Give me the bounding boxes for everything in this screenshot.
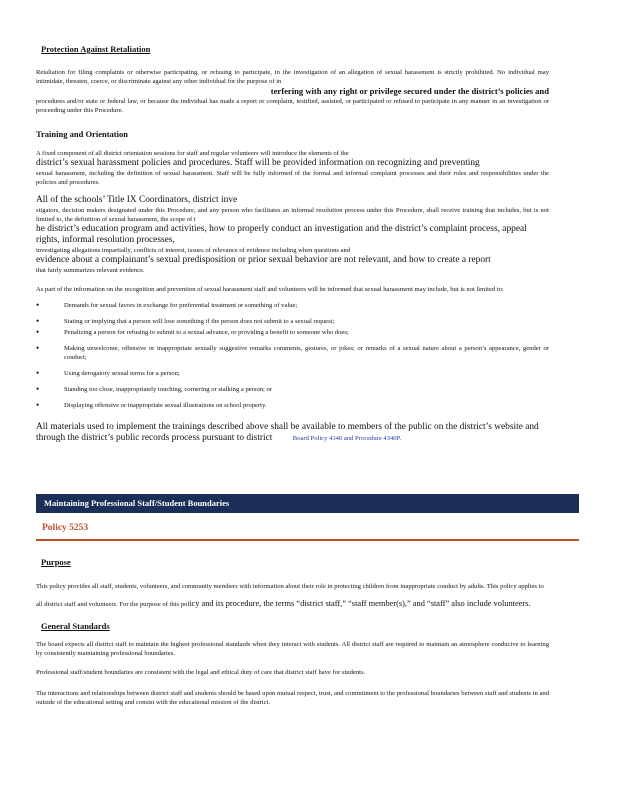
policy-number: Policy 5253 bbox=[42, 523, 89, 533]
training-p1-text-1: A fixed component of all district orientation sessions for staff and regular volunteers will introduce the elements of the bbox=[36, 150, 349, 157]
training-p2-text-2: stigators, decision makers designated under this Procedure, and any person who facilitates an informal resolution process under this Procedure, shall receive training that includes, but is not limited to, the definition of sexual harassment, the scope of t bbox=[36, 207, 549, 223]
accent-divider bbox=[36, 539, 579, 541]
retaliation-heading: Protection Against Retaliation bbox=[41, 44, 151, 54]
training-closing bbox=[36, 422, 549, 444]
document-upper bbox=[36, 44, 549, 444]
purpose-text-2: icy and its procedure, the terms “district staff,” “staff member(s),” and “staff” also include volunteers. bbox=[189, 599, 531, 608]
general-standards-p3: The interactions and relationships between district staff and students should be based upon mutual respect, trust, and commitment to the professional boundaries between staff and students in and outside of the educational setting and consist with the educational mission of the district. bbox=[36, 690, 549, 706]
training-p1-text-3: sexual harassment, including the definition of sexual harassment. Staff will be fully informed of the formal and informal complaint processes and their roles and responsibilities under the policies and procedures. bbox=[36, 170, 549, 186]
general-standards-heading: General Standards bbox=[41, 621, 110, 631]
training-p2-text-6: that fairly summarizes relevant evidence. bbox=[36, 267, 145, 274]
training-p2-text-4: investigating allegations impartially, conflicts of interest, issues of relevance of evidence including when questions and bbox=[36, 247, 351, 254]
training-p2-text-3: he district’s education program and activities, how to properly conduct an investigation and the district’s complaint process, appeal rights, informal resolution processes, bbox=[36, 224, 527, 245]
purpose-text-1: This policy provides all staff, students, volunteers, and community members with information about their role in protecting children from inappropriate conduct by adults. This policy applies to all district staff and volunteers. For the purpose of this pol bbox=[36, 583, 544, 608]
list-item: • Making unwelcome, offensive or inappropriate sexually suggestive remarks comments, gestures, or jokes; or remarks of a sexual nature about a person’s appearance, gender or conduct; bbox=[36, 344, 549, 362]
document-lower bbox=[36, 557, 549, 707]
harassment-examples-list bbox=[36, 301, 549, 410]
purpose-heading: Purpose bbox=[41, 557, 71, 567]
retaliation-paragraph bbox=[36, 68, 549, 115]
list-item: • Displaying offensive or inappropriate sexual illustrations on school property. bbox=[36, 401, 549, 410]
policy-title-banner: Maintaining Professional Staff/Student Boundaries bbox=[36, 494, 579, 513]
training-p2-text-1: All of the schools’ Title IX Coordinators, district inve bbox=[36, 195, 238, 205]
retaliation-text-3: procedures and/or state or federal law, or because the individual has made a report or complaint, testified, assisted, or participated or refused to participate in any manner in an investigation or proceeding under this Procedure. bbox=[36, 98, 549, 114]
general-standards-p1: The board expects all district staff to maintain the highest professional standards when they interact with students. All district staff are required to maintain an atmosphere conducive to learning by consistently maintaining professional boundaries. bbox=[36, 641, 549, 657]
training-p2-text-5: evidence about a complainant’s sexual predisposition or prior sexual behavior are not relevant, and how to create a report bbox=[36, 255, 491, 265]
training-paragraph-1 bbox=[36, 149, 549, 187]
retaliation-text-2: terfering with any right or privilege secured under the district’s policies and bbox=[270, 86, 549, 96]
purpose-paragraph bbox=[36, 575, 549, 611]
retaliation-text-1: Retaliation for filing complaints or otherwise participating, or refusing to participate, in the investigation of an allegation of sexual harassment is strictly prohibited. No individual may intimidate, threaten, coerce, or discriminate against any other individual for the purpose of in bbox=[36, 69, 549, 85]
training-heading: Training and Orientation bbox=[36, 129, 128, 139]
list-item: • Penalizing a person for refusing to submit to a sexual advance, or providing a benefit to someone who does; bbox=[36, 328, 549, 337]
training-closing-text: All materials used to implement the trainings described above shall be available to members of the public on the district’s website and through the district’s public records process pursuant to district bbox=[36, 422, 539, 443]
general-standards-p2: Professional staff/student boundaries are consistent with the legal and ethical duty of care that district staff have for students. bbox=[36, 669, 366, 676]
list-item: • Stating or implying that a person will lose something if the person does not submit to a sexual request; bbox=[36, 317, 549, 326]
list-item: • Demands for sexual favors in exchange for preferential treatment or something of value; bbox=[36, 301, 549, 310]
training-paragraph-2 bbox=[36, 195, 549, 275]
board-policy-reference: Board Policy 4340 and Procedure 4340P. bbox=[292, 435, 402, 442]
training-p3-text: As part of the information on the recognition and prevention of sexual harassment staff and volunteers will be informed that sexual harassment may include, but is not limited to: bbox=[36, 286, 504, 293]
training-p1-text-2: district’s sexual harassment policies and procedures. Staff will be provided information on recognizing and preventing bbox=[36, 158, 480, 168]
list-item: • Using derogatory sexual terms for a person; bbox=[36, 369, 549, 378]
list-item: • Standing too close, inappropriately touching, cornering or stalking a person; or bbox=[36, 385, 549, 394]
